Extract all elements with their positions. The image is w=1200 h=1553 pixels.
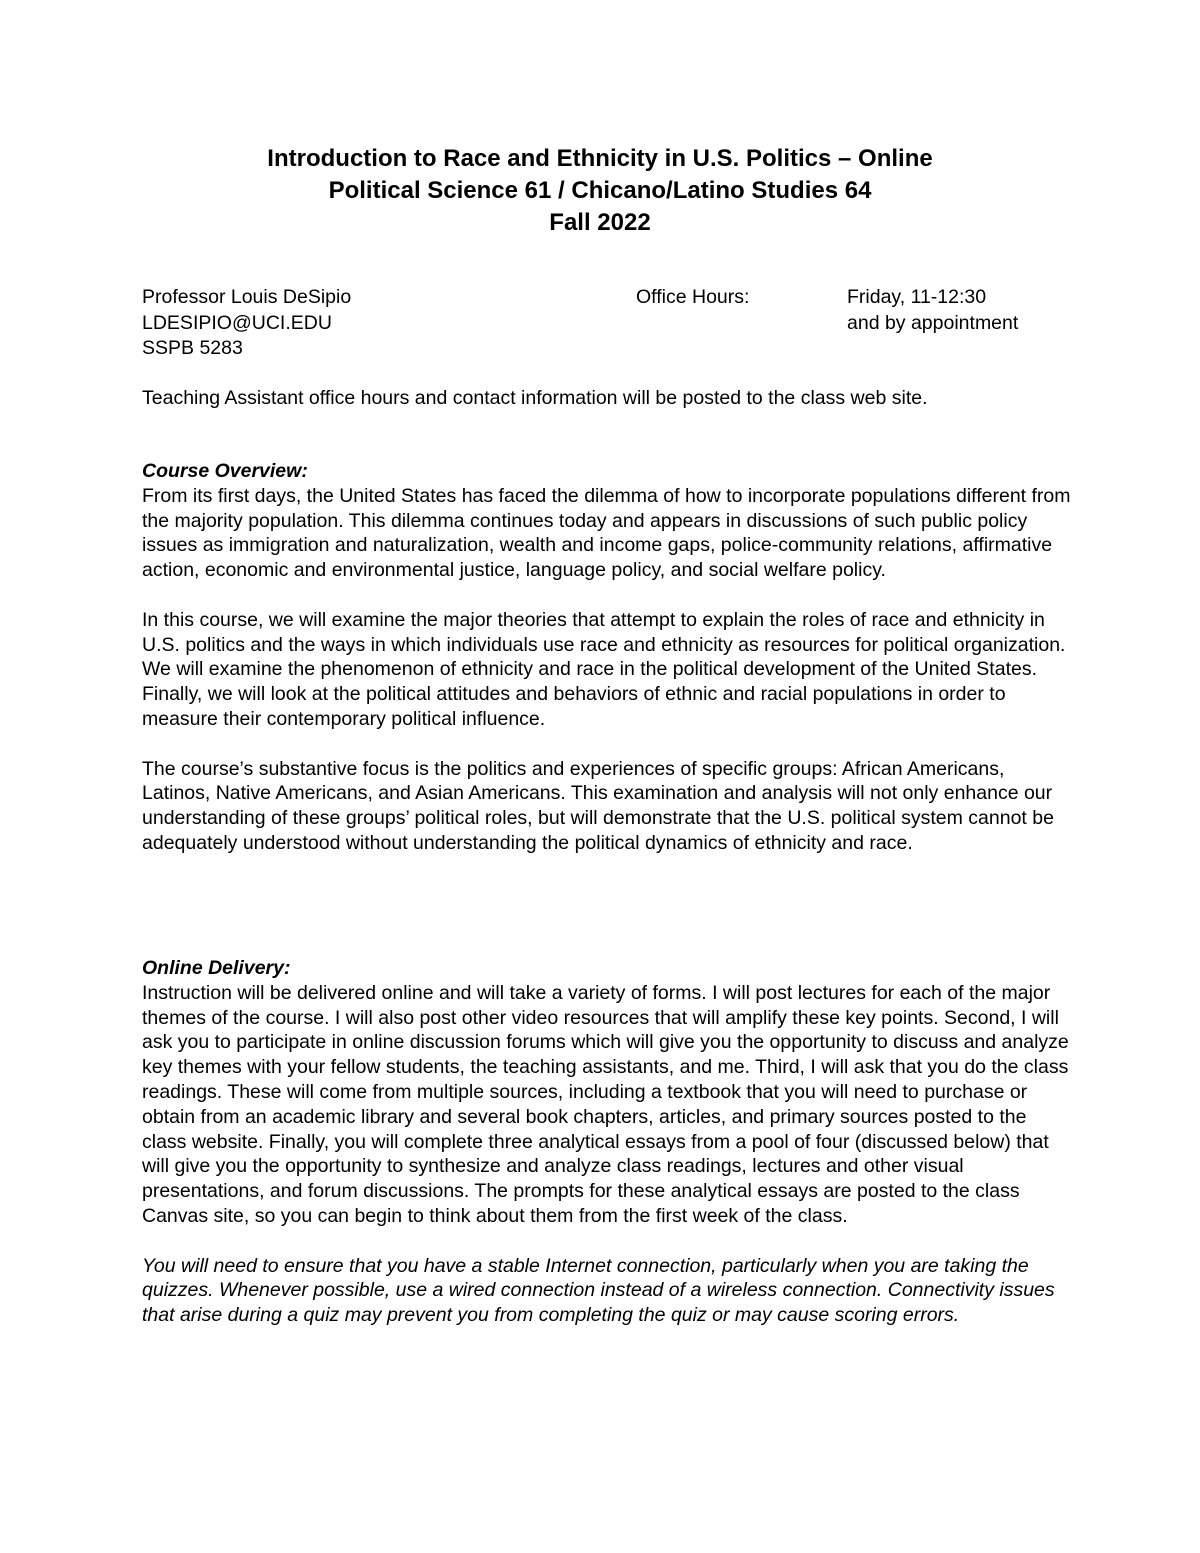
office-hours-extra: and by appointment — [847, 311, 1019, 334]
title-line-1: Introduction to Race and Ethnicity in U.S. Politics – Online — [267, 145, 933, 172]
instructor-email: LDESIPIO@UCI.EDU — [142, 311, 332, 334]
ta-note: Teaching Assistant office hours and contact information will be posted to the class web site. — [142, 387, 928, 409]
office-hours-label-block — [636, 285, 749, 311]
title-line-3: Fall 2022 — [549, 209, 651, 236]
instructor-name: Professor Louis DeSipio — [142, 286, 352, 308]
title-line-2: Political Science 61 / Chicano/Latino Studies 64 — [328, 177, 872, 204]
overview-paragraph-2: In this course, we will examine the major theories that attempt to explain the roles of race and ethnicity in U.S. politics and the ways in which individuals use race and ethnicity as resources for political organization. We will examine the phenomenon of ethnicity and race in the political development of the United States. Finally, we will look at the political attitudes and behaviors of ethnic and racial populations in order to measure their contemporary political influence. — [142, 608, 1066, 730]
delivery-paragraph-1: Instruction will be delivered online and will take a variety of forms. I will post lectures for each of the major themes of the course. I will also post other video resources that will amplify these key points. Second, I will ask you to participate in online discussion forums which will give you the opportunity to discuss and analyze key themes with your fellow students, the teaching assistants, and me. Third, I will ask that you do the class readings. These will come from multiple sources, including a textbook that you will need to purchase or obtain from an academic library and several book chapters, articles, and primary sources posted to the class website. Finally, you will complete three analytical essays from a pool of four (discussed below) that will give you the opportunity to synthesize and analyze class readings, lectures and other visual presentations, and forum discussions. The prompts for these analytical essays are posted to the class Canvas site, so you can begin to think about them from the first week of the class. — [142, 981, 1069, 1227]
office-hours-label: Office Hours: — [636, 286, 750, 308]
overview-paragraph-3: The course’s substantive focus is the politics and experiences of specific groups: African Americans, Latinos, Native Americans, and Asian Americans. This examination and analysis will not only enhance our understanding of these groups’ political roles, but will demonstrate that the U.S. political system cannot be adequately understood without understanding the political dynamics of ethnicity and race. — [142, 757, 1054, 854]
ta-note-block — [142, 386, 1072, 411]
office-hours-block — [847, 285, 1018, 336]
course-overview-heading: Course Overview: — [142, 460, 308, 482]
instructor-office: SSPB 5283 — [142, 337, 243, 359]
course-overview-section — [142, 459, 1072, 856]
course-title — [0, 143, 1200, 239]
online-delivery-section — [142, 956, 1072, 1328]
office-hours-time: Friday, 11-12:30 — [847, 286, 987, 308]
connection-note: You will need to ensure that you have a stable Internet connection, particularly when you are taking the quizzes. Whenever possible, use a wired connection instead of a wireless connection. Connectivity issues that arise during a quiz may prevent you from completing the quiz or may cause scoring errors. — [142, 1254, 1055, 1327]
online-delivery-heading: Online Delivery: — [142, 957, 291, 979]
instructor-contact — [142, 285, 351, 362]
overview-paragraph-1: From its first days, the United States has faced the dilemma of how to incorporate populations different from the majority population. This dilemma continues today and appears in discussions of such public policy issues as immigration and naturalization, wealth and income gaps, police-community relations, affirmative action, economic and environmental justice, language policy, and social welfare policy. — [142, 484, 1071, 582]
